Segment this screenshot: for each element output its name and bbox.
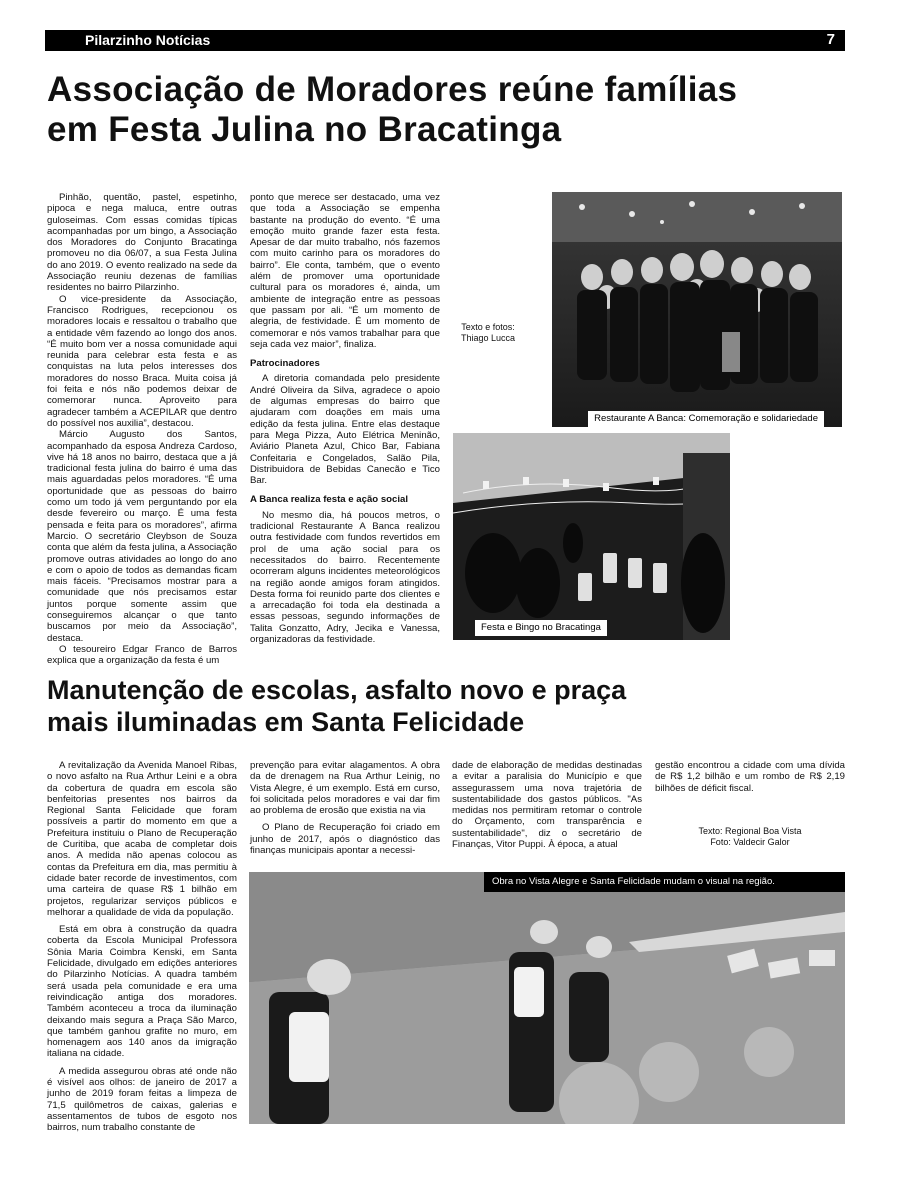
subheading-banca: A Banca realiza festa e ação social [250, 494, 409, 506]
article2-paragraph: O Plano de Recuperação foi criado em junho de 2017, após o diagnóstico das finanças municipais apontar a necessi- [250, 822, 440, 857]
article1-paragraph: O tesoureiro Edgar Franco de Barros explica que a organização da festa é um [47, 643, 237, 667]
article1-photo-credit: Texto e fotos: Thiago Lucca [460, 322, 516, 343]
article2-paragraph: dade de elaboração de medidas destinadas a evitar a paralisia do Município e que assegurassem uma nova trajetória de sustentabilidade dos gastos públicos. "As medidas nos permitiram retomar o controle do Orçamento, com transparência e sustentabilidade", diz o secretário de Finanças, Vitor Puppi. À época, a atual [452, 760, 642, 851]
photo-credit: Foto: Valdecir Galor [710, 837, 790, 847]
photo-caption-restaurant: Restaurante A Banca: Comemoração e solidariedade [588, 411, 824, 427]
article1-column-2 [250, 192, 440, 645]
article1-paragraph: No mesmo dia, há poucos metros, o tradicional Restaurante A Banca realizou outra festividade com fundos revertidos em prol de uma ação social para os necessitados do bairro. Recentemente ocorreram alguns incidentes meteorológicos na região aonde amigos foram atingidos. Desta forma foi reunido parte dos clientes e a arrecadação foi toda ela destinada a essas pessoas, segundo informações de Talita Gonzatto, Adry, Jecika e Vanessa, organizadoras da festividade. [250, 509, 440, 645]
article1-headline [47, 70, 847, 151]
party-photo [453, 433, 730, 640]
article2-paragraph: gestão encontrou a cidade com uma dívida de R$ 1,2 bilhão e um rombo de R$ 2,19 bilhões de déficit fiscal. [655, 760, 845, 794]
subheading-sponsors: Patrocinadores [250, 358, 320, 370]
article1-paragraph: ponto que merece ser destacado, uma vez que toda a Associação se empenha bastante na produção do evento. “É uma emoção muito grande fazer esta festa. Apesar de dar muito trabalho, nós fazemos com muito carinho para os moradores do bairro”. Ele conta, também, que o evento além de promover uma oportunidade cultural para os moradores é, ainda, um ambiente de integração entre as pessoas que passam por ali. “É um momento de alegria, de festividade. É um momento de comemorar e nós vamos trabalhar para que seja cada vez maior”, finaliza. [250, 192, 440, 350]
article2-column-3 [452, 760, 642, 850]
publication-name: Pilarzinho Notícias [85, 32, 211, 48]
masthead-bar [45, 30, 845, 51]
article2-paragraph: Está em obra à construção da quadra coberta da Escola Municipal Professora Sônia Maria Coimbra Kenski, em Santa Felicidade, divulgado em edições anteriores do Pilarzinho Notícias. A quadra também será usada pela comunidade e era uma reivindicação antiga dos moradores. Também aconteceu a troca da iluminação deixando mais segura a Praça São Marco, que também ganhou grafite no muro, em homenagem aos 140 anos da imigração italiana na cidade. [47, 924, 237, 1060]
article1-headline-line1: Associação de Moradores reúne famílias [47, 70, 738, 109]
article1-headline-line2: em Festa Julina no Bracatinga [47, 110, 562, 150]
article2-headline-line1: Manutenção de escolas, asfalto novo e praça [47, 675, 627, 705]
roadwork-photo [249, 872, 845, 1124]
page-number: 7 [826, 31, 835, 48]
roadwork-caption: Obra no Vista Alegre e Santa Felicidade mudam o visual na região. [484, 872, 845, 892]
article2-paragraph: A revitalização da Avenida Manoel Ribas, o novo asfalto na Rua Arthur Leini e a obra da cobertura de quadra em escola são benfeitorias presentes nos bairros da Regional Santa Felicidade que foram possíveis a partir do momento em que a Prefeitura instituiu o Plano de Recuperação de Curitiba, que acaba de completar dois anos. A medida não apenas colocou as contas da Prefeitura em dia, mas permitiu à cidade bater recorde de investimentos, com uma carteira de quase R$ 1 bilhão em projetos, regularizar serviços públicos e melhorar a qualidade de vida da população. [47, 760, 237, 918]
group-photo [552, 192, 842, 427]
article2-paragraph: prevenção para evitar alagamentos. A obra da de drenagem na Rua Arthur Leinig, no Vista Alegre, é um exemplo. Está em curso, foi solicitada pelos moradores e vai dar fim ao problema de erosão que existia na via [250, 760, 440, 817]
article2-column-2 [250, 760, 440, 856]
article2-headline-line2: mais iluminadas em Santa Felicidade [47, 707, 525, 738]
photo-caption-festa: Festa e Bingo no Bracatinga [475, 620, 607, 636]
article1-paragraph: Pinhão, quentão, pastel, espetinho, pipoca e nega maluca, entre outras guloseimas. Com essas comidas típicas acompanhadas por um bingo, a Associação dos Moradores do Conjunto Bracatinga promoveu no dia 06/07, a sua Festa Julina do ano 2019. O evento realizado na sede da Associação reuniu dezenas de famílias residentes no bairro Pilarzinho. [47, 192, 237, 294]
article1-paragraph: A diretoria comandada pelo presidente André Oliveira da Silva, agradece o apoio de algumas empresas do bairro que ajudaram com doações em mais uma edição da festa julina. Entre elas destaque para Mega Pizza, Auto Elétrica Meninão, Aviário Planeta Azul, Chico Bar, Fabiana Confeitaria e Congelados, Salão Pila, Distribuidora de Bebidas Canecão e Tico Bar. [250, 373, 440, 487]
article2-paragraph: A medida assegurou obras até onde não é visível aos olhos: de janeiro de 2017 a junho de 2019 foram feitas a limpeza de 71,5 quilômetros de caixas, galerias e assentamentos de tubos de esgoto nos bairros, num trabalho constante de [47, 1065, 237, 1134]
article2-column-1 [47, 760, 237, 1134]
article1-paragraph: Márcio Augusto dos Santos, acompanhado da esposa Andreza Cardoso, vive há 18 anos no bairro, destaca que a já tradicional festa julina do bairro é uma das mais aguardadas pelos moradores. “É uma oportunidade que as pessoas do bairro como um todo já vem perguntando por ela desde fevereiro ou março. É uma festa pensada e feita para os moradores”, afirma Marcio. O secretário Cleybson de Souza conta que além da festa julina, a Associação promove outras atividades ao longo do ano e com o apoio de todos as demandas ficam mais fáceis. “Precisamos mostrar para a comunidade que nós precisamos estar juntos porque somente assim que conseguiremos alcançar o que tanto buscamos por meio da Associação”, destaca. [47, 429, 237, 644]
article1-column-1 [47, 192, 237, 666]
article2-credits [665, 826, 835, 848]
article1-paragraph: O vice-presidente da Associação, Francisco Rodrigues, recepcionou os moradores locais e ressaltou o trabalho que a entidade vêm fazendo ao longo dos anos. “É muito bom ver a nossa comunidade aqui reunida para celebrar esta festa e as conquistas na luta pelos interesses dos moradores do nosso Braca. Muita coisa já foi feita e nós não podemos deixar de comemorar nunca. Aproveito para agradecer também a ACEPILAR que dentro do possível nos auxilia”, destacou. [47, 293, 237, 429]
article2-headline [47, 674, 847, 739]
article2-column-4 [655, 760, 845, 794]
text-credit: Texto: Regional Boa Vista [698, 826, 802, 836]
